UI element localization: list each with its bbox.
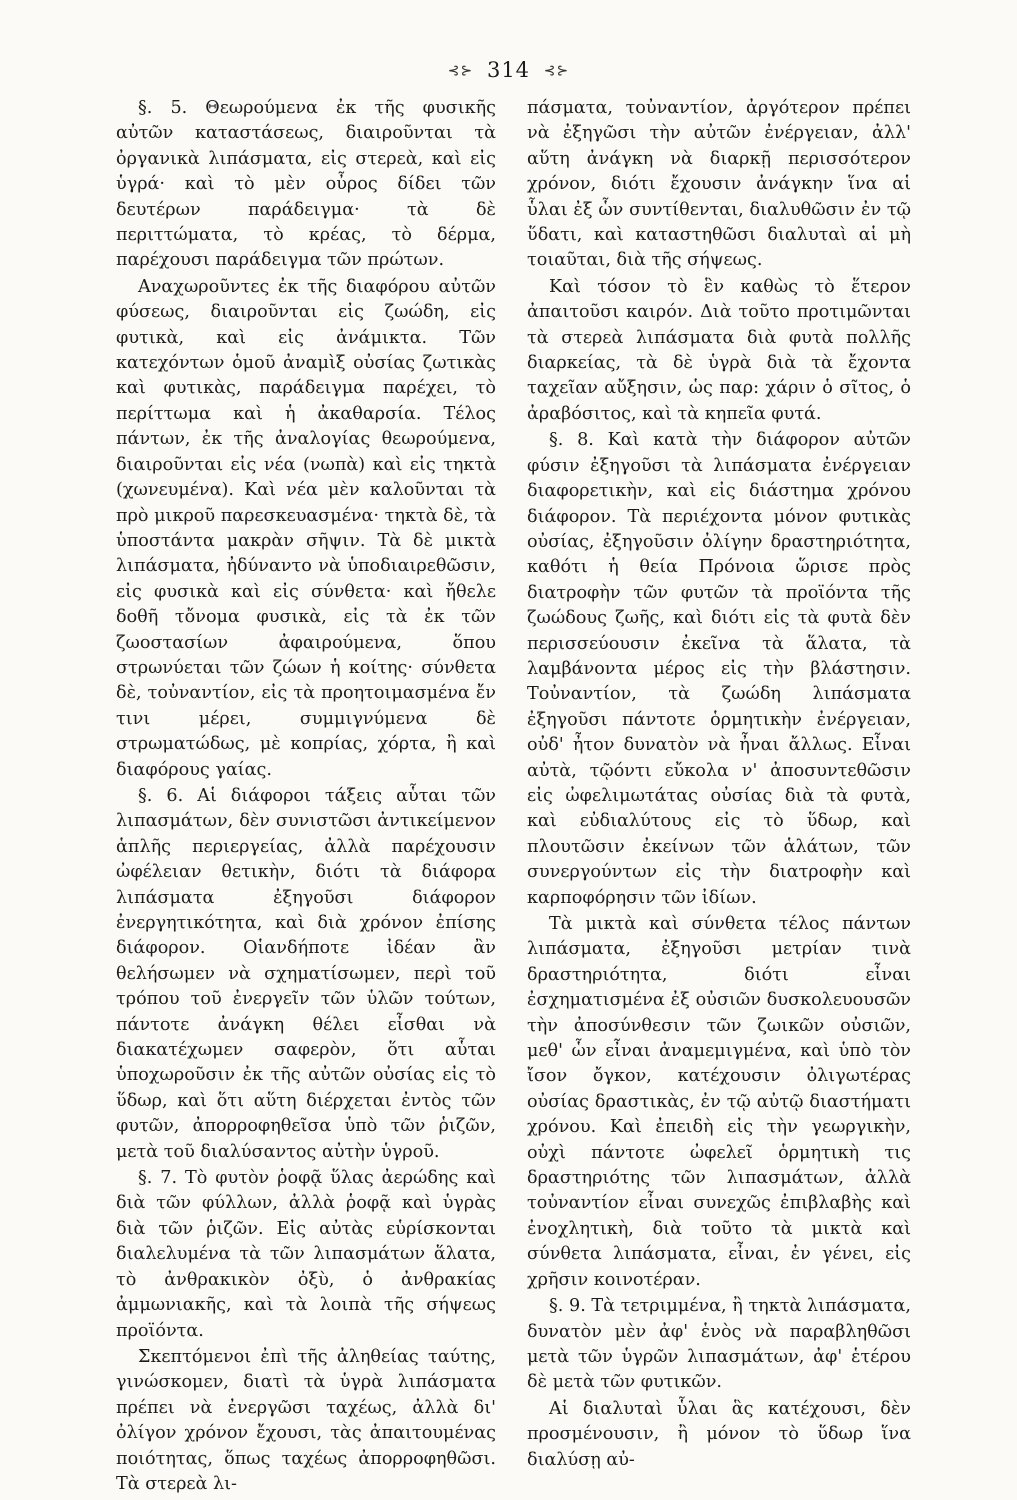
paragraph-section-9: §. 9. Τὰ τετριμμένα, ἢ τηκτὰ λιπάσματα, δυνατὸν μὲν ἀφ' ἑνὸς νὰ παραβληθῶσι μετὰ τῶν ὑγρῶν λιπασμάτων, ἀφ' ἑτέρου δὲ μετὰ τῶν φυτικῶν. (527, 1296, 911, 1393)
paragraph-liquid-manures: Σκεπτόμενοι ἐπὶ τῆς ἀληθείας ταύτης, γινώσκομεν, διατὶ τὰ ὑγρὰ λιπάσματα πρέπει νὰ ἐνεργῶσι ταχέως, ἀλλὰ δι' ὀλίγον χρόνον ἔχουσι, τὰς ἀπαιτουμένας ποιότητας, ὅπως ταχέως ἀπορροφηθῶσι. Τὰ στερεὰ λι- (116, 1346, 496, 1494)
paragraph-classification: Αναχωροῦντες ἐκ τῆς διαφόρου αὐτῶν φύσεως, διαιροῦνται εἰς ζωώδη, εἰς φυτικὰ, καὶ εἰς ἀνάμικτα. Τῶν κατεχόντων ὁμοῦ ἀναμὶξ οὐσίας ζωτικὰς καὶ φυτικὰς, παράδειγμα παρέχει, τὸ περίττωμα καὶ ἡ ἀκαθαρσία. Τέλος πάντων, ἐκ τῆς ἀναλογίας θεωρούμενα, διαιροῦνται εἰς νέα (νωπὰ) καὶ εἰς τηκτὰ (χωνευμένα). Καὶ νέα μὲν καλοῦνται τὰ πρὸ μικροῦ παρεσκευασμένα· τηκτὰ δὲ, τὰ ὑποστάντα μακρὰν σῆψιν. Τὰ δὲ μικτὰ λιπάσματα, ἠδύναντο νὰ ὑποδιαιρεθῶσιν, εἰς φυσικὰ καὶ εἰς σύνθετα· καὶ ἤθελε δοθῆ τὄνομα φυσικὰ, εἰς τὰ ἐκ τῶν ζωοστασίων ἀφαιρούμενα, ὅπου στρωνύεται τῶν ζώων ἡ κοίτης· σύνθετα δὲ, τοὐναντίον, εἰς τὰ προητοιμασμένα ἔν τινι μέρει, συμμιγνύμενα δὲ στρωματώδως, μὲ κοπρίας, χόρτα, ἢ καὶ διαφόρους γαίας. (116, 276, 496, 780)
paragraph-soluble-matter: Αἱ διαλυταὶ ὗλαι ἃς κατέχουσι, δὲν προσμένουσιν, ἢ μόνον τὸ ὕδωρ ἵνα διαλύσῃ αὐ- (527, 1398, 911, 1470)
paragraph-time: Καὶ τόσον τὸ ἓν καθὼς τὸ ἕτερον ἀπαιτοῦσι καιρόν. Διὰ τοῦτο προτιμῶνται τὰ στερεὰ λιπάσματα διὰ φυτὰ πολλῆς διαρκείας, τὰ δὲ ὑγρὰ διὰ τὰ ἔχοντα ταχεῖαν αὔξησιν, ὡς παρ: χάριν ὁ σῖτος, ὁ ἀραβόσιτος, καὶ τὰ κηπεῖα φυτά. (527, 276, 911, 424)
paragraph-continuation: πάσματα, τοὐναντίον, ἀργότερον πρέπει νὰ ἐξηγῶσι τὴν αὐτῶν ἐνέργειαν, ἀλλ' αὕτη ἀνάγκη νὰ διαρκῇ περισσότερον χρόνον, διότι ἔχουσιν ἀνάγκην ἵνα αἱ ὗλαι ἐξ ὧν συντίθενται, διαλυθῶσιν ἐν τῷ ὕδατι, καὶ καταστηθῶσι διαλυταὶ αἱ μὴ τοιαῦται, διὰ τῆς σήψεως. (527, 98, 911, 271)
left-column (116, 96, 496, 1497)
paragraph-section-7: §. 7. Τὸ φυτὸν ῥοφᾷ ὕλας ἀερώδης καὶ διὰ τῶν φύλλων, ἀλλὰ ῥοφᾷ καὶ ὑγρὰς διὰ τῶν ῥιζῶν. Εἰς αὐτὰς εὑρίσκονται διαλελυμένα τὰ τῶν λιπασμάτων ἅλατα, τὸ ἀνθρακικὸν ὀξὺ, ὁ ἀνθρακίας ἀμμωνιακῆς, καὶ τὰ λοιπὰ τῆς σήψεως προϊόντα. (116, 1168, 496, 1341)
paragraph-section-6: §. 6. Αἱ διάφοροι τάξεις αὗται τῶν λιπασμάτων, δὲν συνιστῶσι ἀντικείμενον ἁπλῆς περιεργείας, ἀλλὰ παρέχουσιν ὠφέλειαν θετικὴν, διότι τὰ διάφορα λιπάσματα ἐξηγοῦσι διάφορον ἐνεργητικότητα, καὶ διὰ χρόνον ἐπίσης διάφορον. Οἱανδήποτε ἰδέαν ἂν θελήσωμεν νὰ σχηματίσωμεν, περὶ τοῦ τρόπου τοῦ ἐνεργεῖν τῶν ὑλῶν τούτων, πάντοτε ἀνάγκη θέλει εἶσθαι νὰ διακατέχωμεν σαφερὸν, ὅτι αὗται ὑποχωροῦσιν ἐκ τῆς αὐτῶν οὐσίας εἰς τὸ ὕδωρ, καὶ ὅτι αὕτη διέρχεται ἐντὸς τῶν φυτῶν, ἀπορροφηθεῖσα ὑπὸ τῶν ῥιζῶν, μετὰ τοῦ διαλύσαντος αὐτὴν ὑγροῦ. (116, 785, 496, 1162)
right-column (527, 96, 911, 1473)
paragraph-section-8: §. 8. Καὶ κατὰ τὴν διάφορον αὐτῶν φύσιν ἐξηγοῦσι τὰ λιπάσματα ἐνέργειαν διαφορετικὴν, καὶ εἰς διάστημα χρόνου διάφορον. Τὰ περιέχοντα μόνον φυτικὰς οὐσίας, ἐξηγοῦσιν ὀλίγην δραστηριότητα, καθότι ἡ θεία Πρόνοια ὥρισε πρὸς διατροφὴν τῶν φυτῶν τὰ προϊόντα τῆς ζωώδους ζωῆς, καὶ διότι εἰς τὰ φυτὰ δὲν περισσεύουσιν ἐκεῖνα τὰ ἅλατα, τὰ λαμβάνοντα μέρος εἰς τὴν βλάστησιν. Τοὐναντίον, τὰ ζωώδη λιπάσματα ἐξηγοῦσι πάντοτε ὁρμητικὴν ἐνέργειαν, οὐδ' ἦτον δυνατὸν νὰ ἦναι ἄλλως. Εἶναι αὐτὰ, τῷόντι εὔκολα ν' ἀποσυντεθῶσιν εἰς ὠφελιμωτάτας οὐσίας διὰ τὰ φυτὰ, καὶ εὐδιαλύτους εἰς τὸ ὕδωρ, καὶ πλουτῶσιν ἐκείνων τῶν ἁλάτων, τῶν συνεργούντων εἰς τὴν διατροφὴν καὶ καρποφόρησιν τῶν ἰδίων. (527, 430, 911, 908)
paragraph-mixed-manures: Τὰ μικτὰ καὶ σύνθετα τέλος πάντων λιπάσματα, ἐξηγοῦσι μετρίαν τινὰ δραστηριότητα, διότι εἶναι ἐσχηματισμένα ἐξ οὐσιῶν δυσκολευουσῶν τὴν ἀποσύνθεσιν τῶν ζωικῶν οὐσιῶν, μεθ' ὧν εἶναι ἀναμεμιγμένα, καὶ ὑπὸ τὸν ἴσον ὄγκον, κατέχουσιν ὀλιγωτέρας οὐσίας δραστικὰς, ἐν τῷ αὐτῷ διαστήματι χρόνου. Καὶ ἐπειδὴ εἰς τὴν γεωργικὴν, οὐχὶ πάντοτε ὠφελεῖ ὁρμητικὴ τις δραστηριότης τῶν λιπασμάτων, ἀλλὰ τοὐναντίον εἶναι συνεχῶς ἐπιβλαβὴς καὶ ἐνοχλητικὴ, διὰ τοῦτο τὰ μικτὰ καὶ σύνθετα λιπάσματα, εἶναι, ἐν γένει, εἰς χρῆσιν κοινοτέραν. (527, 914, 911, 1290)
page-header (0, 58, 1017, 82)
page-number: 314 (486, 58, 531, 82)
paragraph-section-5: §. 5. Θεωρούμενα ἐκ τῆς φυσικῆς αὐτῶν καταστάσεως, διαιροῦνται τὰ ὀργανικὰ λιπάσματα, εἰς στερεὰ, καὶ εἰς ὑγρά· καὶ τὸ μὲν οὖρος δίδει τῶν δευτέρων παράδειγμα· τὰ δὲ περιττώματα, τὸ κρέας, τὸ δέρμα, παρέχουσι παράδειγμα τῶν πρώτων. (116, 98, 496, 271)
ornament-right-icon: ⊰⊱ (543, 63, 570, 79)
ornament-left-icon: ⊰⊱ (447, 63, 474, 79)
